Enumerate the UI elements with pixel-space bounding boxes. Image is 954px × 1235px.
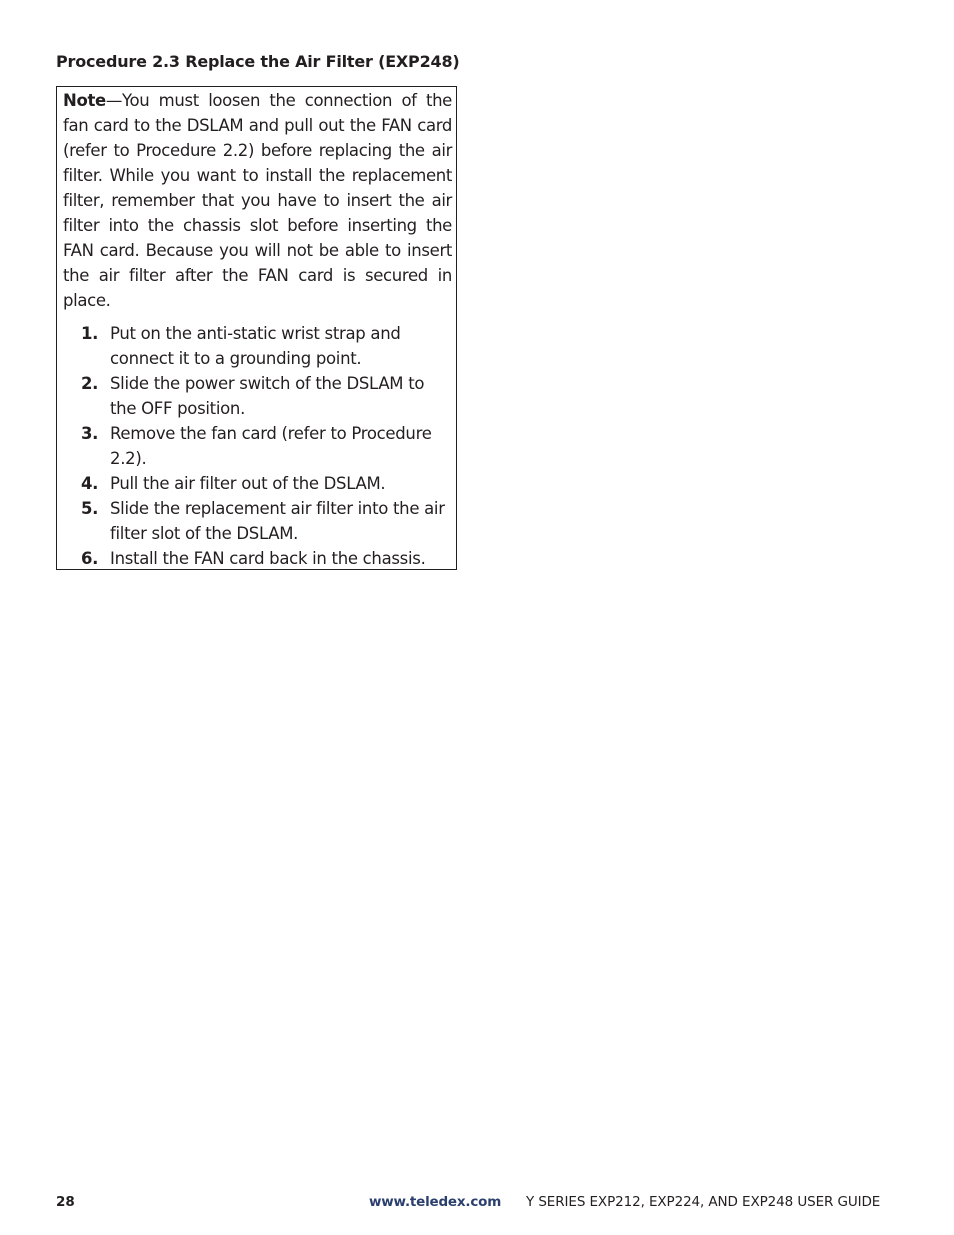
procedure-heading: Procedure 2.3 Replace the Air Filter (EXP248) xyxy=(56,52,460,71)
step-number: 1. xyxy=(81,324,99,343)
page-number: 28 xyxy=(56,1194,75,1210)
step-number: 5. xyxy=(81,499,99,518)
footer-guide-title: Y SERIES EXP212, EXP224, AND EXP248 USER GUIDE xyxy=(526,1194,881,1210)
step-item xyxy=(57,421,456,471)
step-item xyxy=(57,546,456,571)
step-text: Remove the fan card (refer to Procedure 2.2). xyxy=(110,424,432,468)
step-item xyxy=(57,321,456,371)
step-text: Slide the replacement air filter into the air filter slot of the DSLAM. xyxy=(110,499,445,543)
step-number: 6. xyxy=(81,549,99,568)
footer-url-link[interactable]: www.teledex.com xyxy=(369,1194,502,1210)
note-paragraph xyxy=(63,87,452,313)
step-number: 3. xyxy=(81,424,99,443)
step-number: 4. xyxy=(81,474,99,493)
step-item xyxy=(57,471,456,496)
note-text: —You must loosen the connection of the fan card to the DSLAM and pull out the FAN card (refer to Procedure 2.2) before replacing the air filter. While you want to install the replacement filter, remember that you have to insert the air filter into the chassis slot before inserting the FAN card. Because you will not be able to insert the air filter after the FAN card is secured in place. xyxy=(63,91,452,310)
step-item xyxy=(57,496,456,546)
procedure-box xyxy=(56,86,457,570)
step-text: Pull the air filter out of the DSLAM. xyxy=(110,474,386,493)
step-text: Install the FAN card back in the chassis. xyxy=(110,549,426,568)
steps-list xyxy=(57,321,456,571)
step-text: Put on the anti-static wrist strap and connect it to a grounding point. xyxy=(110,324,401,368)
step-text: Slide the power switch of the DSLAM to the OFF position. xyxy=(110,374,425,418)
step-number: 2. xyxy=(81,374,99,393)
note-lead: Note xyxy=(63,91,106,110)
step-item xyxy=(57,371,456,421)
